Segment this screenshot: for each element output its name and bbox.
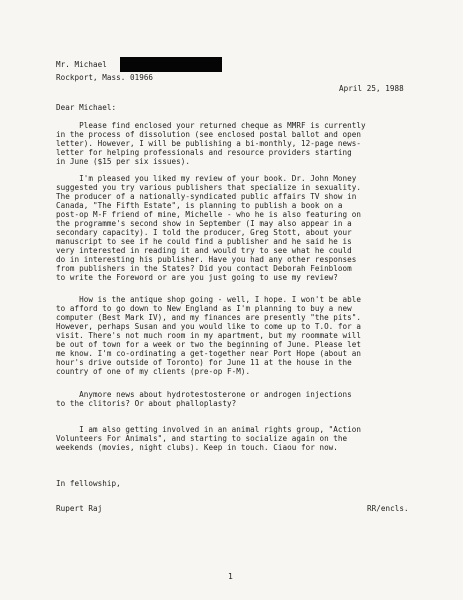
body-line: in the process of dissolution (see enclosed postal ballot and open — [56, 130, 362, 139]
body-line: suggested you try various publishers that specialize in sexuality. — [56, 183, 362, 192]
body-line: Volunteers For Animals", and starting to socialize again on the — [56, 434, 348, 443]
recipient-name: Mr. Michael — [56, 60, 107, 69]
page-number: 1 — [228, 572, 233, 581]
body-line: Please find enclosed your returned cheque as MMRF is currently — [56, 121, 366, 130]
body-line: very interested in reading it and would try to see what he could — [56, 246, 352, 255]
recipient-city: Rockport, Mass. 01966 — [56, 73, 154, 82]
salutation: Dear Michael: — [56, 103, 117, 112]
body-line: in June ($15 per six issues). — [56, 157, 191, 166]
body-line: Anymore news about hydrotestosterone or androgen injections — [56, 390, 352, 399]
closing: In fellowship, — [56, 479, 121, 488]
body-line: country of one of my clients (pre-op F-M). — [56, 367, 251, 376]
body-line: visit. There's not much room in my apartment, but my roommate will — [56, 331, 362, 340]
body-line: do in interesting his publisher. Have you had any other responses — [56, 255, 357, 264]
body-line: from publishers in the States? Did you contact Deborah Feinbloom — [56, 264, 352, 273]
body-line: be out of town for a week or two the beginning of June. Please let — [56, 340, 362, 349]
body-line: I'm pleased you liked my review of your book. Dr. John Money — [56, 174, 357, 183]
body-line: Canada, "The Fifth Estate", is planning to publish a book on a — [56, 201, 343, 210]
body-line: However, perhaps Susan and you would like to come up to T.O. for a — [56, 322, 362, 331]
body-line: post-op M-F friend of mine, Michelle - who he is also featuring on — [56, 210, 362, 219]
redaction-bar — [120, 57, 222, 72]
body-line: computer (Best Mark IV), and my finances are presently "the pits". — [56, 313, 362, 322]
body-line: I am also getting involved in an animal rights group, "Action — [56, 425, 362, 434]
body-line: letter for helping professionals and resource providers starting — [56, 148, 352, 157]
letter-date: April 25, 1988 — [339, 84, 404, 93]
body-line: me know. I'm co-ordinating a get-together near Port Hope (about an — [56, 349, 362, 358]
signature-name: Rupert Raj — [56, 504, 103, 513]
body-line: weekends (movies, night clubs). Keep in touch. Ciaou for now. — [56, 443, 338, 452]
body-line: to write the Foreword or are you just going to use my review? — [56, 273, 338, 282]
enclosure-note: RR/encls. — [367, 504, 409, 513]
body-line: to the clitoris? Or about phalloplasty? — [56, 399, 237, 408]
body-line: The producer of a nationally-syndicated public affairs TV show in — [56, 192, 357, 201]
body-line: How is the antique shop going - well, I hope. I won't be able — [56, 295, 362, 304]
body-line: secondary capacity). I told the producer, Greg Stott, about your — [56, 228, 352, 237]
body-line: hour's drive outside of Toronto) for June 11 at the house in the — [56, 358, 352, 367]
body-line: manuscript to see if he could find a publisher and he said he is — [56, 237, 352, 246]
body-line: to afford to go down to New England as I'm planning to buy a new — [56, 304, 352, 313]
body-line: the programme's second show in September (I may also appear in a — [56, 219, 352, 228]
body-line: letter). However, I will be publishing a bi-monthly, 12-page news- — [56, 139, 362, 148]
